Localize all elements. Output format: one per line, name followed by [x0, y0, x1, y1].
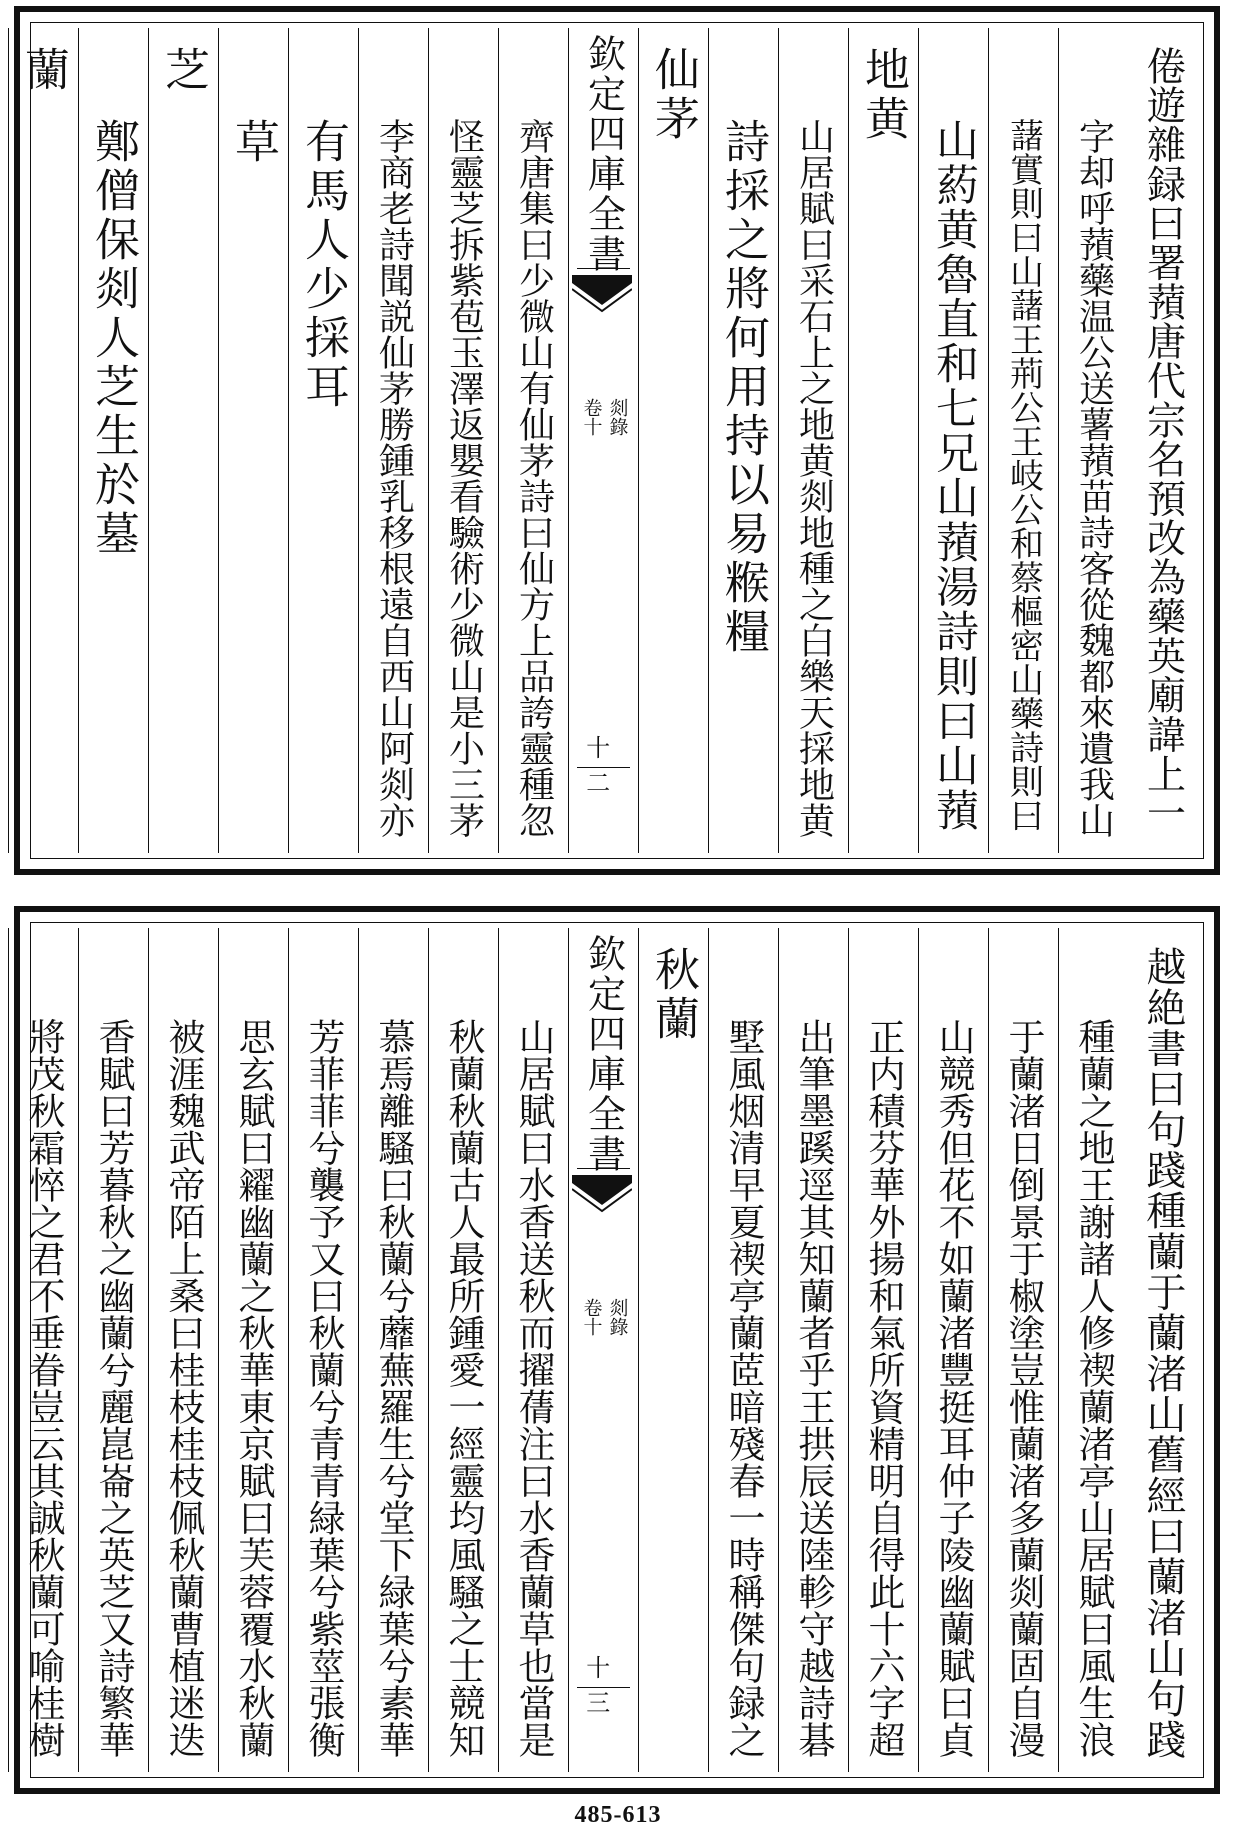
spine-volume-number: 卷十 — [580, 398, 603, 436]
fish-tail-mark — [572, 275, 632, 333]
lower-page-frame — [14, 906, 1220, 1794]
text-column — [1058, 928, 1128, 1772]
column-text: 墅風烟清早夏禊亭蘭茝暗殘春一時稱傑句録之 — [722, 1018, 765, 1758]
spine-title: 欽定四庫全書 — [581, 34, 626, 274]
section-heading-column — [848, 28, 918, 853]
text-column — [778, 28, 848, 853]
spine-rule — [577, 1168, 630, 1169]
section-heading-column — [638, 928, 708, 1772]
lower-page-columns — [22, 928, 1198, 1772]
column-text: 芳菲菲兮襲予又曰秋蘭兮青青緑葉兮紫莖張衡 — [302, 1018, 345, 1758]
text-column — [1128, 928, 1198, 1772]
column-text: 將茂秋霜悴之君不垂眷豈云其誠秋蘭可喻桂樹 — [22, 1018, 65, 1758]
fish-tail-mark — [572, 1175, 632, 1233]
column-text: 山競秀但花不如蘭渚豐挺耳仲子陵幽蘭賦曰貞 — [932, 1018, 975, 1758]
column-text: 山居賦曰采石上之地黄剡地種之白樂天採地黄 — [793, 118, 835, 838]
text-column — [288, 928, 358, 1772]
column-text: 鄭僧保剡人芝生於墓 — [87, 118, 140, 559]
column-text: 李商老詩聞説仙茅勝鍾乳移根遠自西山阿剡亦 — [373, 118, 415, 838]
column-text: 正内積芬華外揚和氣所資精明自得此十六字超 — [862, 1018, 905, 1758]
section-heading-column — [8, 28, 78, 853]
text-column — [1058, 28, 1128, 853]
column-text: 越絶書曰句踐種蘭于蘭渚山舊經曰蘭渚山句踐 — [1140, 946, 1186, 1760]
column-text: 怪靈芝拆紫苞玉澤返嬰看驗術少微山是小三茅 — [443, 118, 485, 838]
upper-page-frame — [14, 6, 1220, 875]
spine-volume — [581, 1298, 627, 1336]
spine-book-name: 剡錄 — [606, 398, 629, 436]
center-spine — [568, 928, 638, 1772]
text-column — [358, 928, 428, 1772]
column-text: 山居賦曰水香送秋而擢蒨注曰水香蘭草也當是 — [512, 1018, 555, 1758]
section-heading: 秋蘭 — [647, 946, 700, 1044]
section-heading: 地黄 — [857, 46, 910, 144]
spine-page-number: 十二 — [586, 734, 611, 797]
section-heading-column — [148, 28, 218, 853]
spine-volume-number: 卷十 — [580, 1298, 603, 1336]
section-heading: 仙茅 — [647, 46, 700, 144]
text-column — [78, 928, 148, 1772]
section-heading: 蘭 — [17, 46, 70, 95]
text-column — [988, 28, 1058, 853]
text-column — [918, 28, 988, 853]
column-text: 秋蘭秋蘭古人最所鍾愛一經靈均風騷之士競知 — [442, 1018, 485, 1758]
text-column — [498, 28, 568, 853]
column-text: 慕焉離騷曰秋蘭兮蘼蕪羅生兮堂下緑葉兮素華 — [372, 1018, 415, 1758]
spine-rule — [577, 767, 630, 768]
text-column — [848, 928, 918, 1772]
column-text: 齊唐集曰少微山有仙茅詩曰仙方上品誇靈種忽 — [513, 118, 555, 838]
text-column — [358, 28, 428, 853]
text-column — [708, 28, 778, 853]
page-number: 485-613 — [574, 1802, 662, 1828]
column-text: 詩採之將何用持以易糇糧 — [717, 118, 770, 657]
text-column — [218, 928, 288, 1772]
column-text: 香賦曰芳暮秋之幽蘭兮麗崑崙之英芝又詩繁華 — [92, 1018, 135, 1758]
text-column — [428, 928, 498, 1772]
column-text: 出筆墨蹊逕其知蘭者乎王拱辰送陸軫守越詩碁 — [792, 1018, 835, 1758]
text-column — [148, 928, 218, 1772]
section-heading: 草 — [227, 118, 280, 167]
column-text: 種蘭之地王謝諸人修禊蘭渚亭山居賦曰風生浪 — [1072, 1018, 1115, 1758]
text-column — [918, 928, 988, 1772]
column-text: 思玄賦曰糴幽蘭之秋華東京賦曰芙蓉覆水秋蘭 — [232, 1018, 275, 1758]
section-heading-column — [218, 28, 288, 853]
spine-rule — [577, 1687, 630, 1688]
section-heading-column — [638, 28, 708, 853]
column-text: 被涯魏武帝陌上桑曰桂枝桂枝佩秋蘭曹植迷迭 — [162, 1018, 205, 1758]
text-column — [78, 28, 148, 853]
text-column — [428, 28, 498, 853]
column-text: 有馬人少採耳 — [297, 118, 350, 412]
text-column — [8, 928, 78, 1772]
upper-page-columns — [17, 28, 1198, 853]
spine-rule — [577, 268, 630, 269]
spine-book-name: 剡錄 — [606, 1298, 629, 1336]
section-heading: 芝 — [157, 46, 210, 95]
text-column — [708, 928, 778, 1772]
text-column — [1128, 28, 1198, 853]
spine-page-number: 十三 — [586, 1654, 611, 1717]
text-column — [988, 928, 1058, 1772]
spine-volume — [581, 398, 627, 436]
column-text: 山葯黄魯直和七兄山蕷湯詩則曰山蕷 — [929, 118, 979, 833]
column-text: 字却呼蕷藥温公送薯蕷苗詩客從魏都來遺我山 — [1073, 118, 1115, 838]
column-text: 倦遊雜録曰署蕷唐代宗名預改為藥英廟諱上一 — [1140, 46, 1186, 833]
spine-title: 欽定四庫全書 — [581, 934, 626, 1174]
column-text: 于蘭渚日倒景于椒塗豈惟蘭渚多蘭剡蘭固自漫 — [1002, 1018, 1045, 1758]
column-text: 藷實則曰山藷王荊公王岐公和蔡樞密山藥詩則曰 — [1003, 118, 1044, 832]
text-column — [288, 28, 358, 853]
center-spine — [568, 28, 638, 853]
text-column — [498, 928, 568, 1772]
text-column — [778, 928, 848, 1772]
